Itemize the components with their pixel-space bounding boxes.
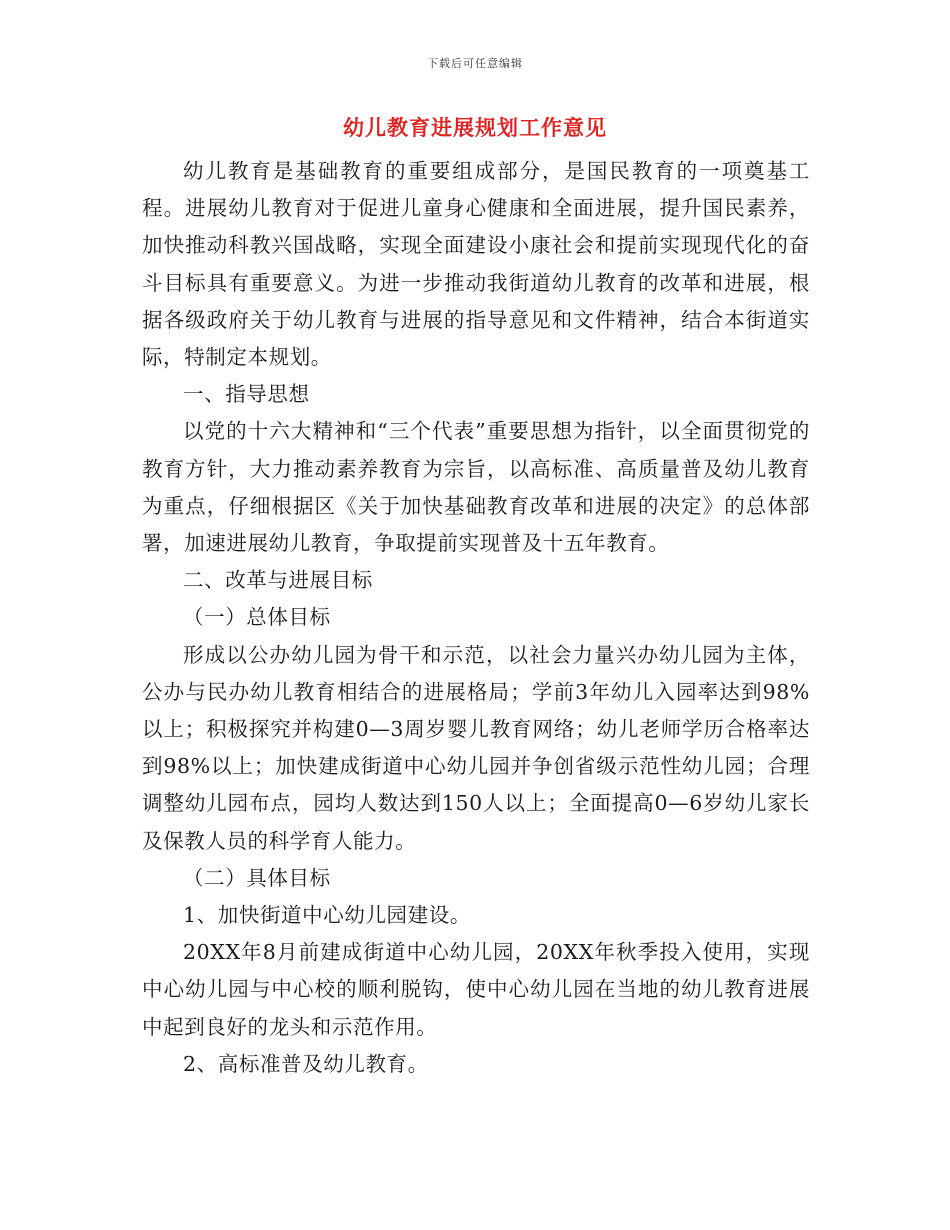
paragraph-guiding-ideology: 以党的十六大精神和“三个代表”重要思想为指针，以全面贯彻党的教育方针，大力推动素养教育为宗旨，以高标准、高质量普及幼儿教育为重点，仔细根据区《关于加快基础教育改革和进展的决定》的总体部署，加速进展幼儿教育，争取提前实现普及十五年教育。 <box>142 419 810 556</box>
paragraph-intro: 幼儿教育是基础教育的重要组成部分，是国民教育的一项奠基工程。进展幼儿教育对于促进儿童身心健康和全面进展，提升国民素养，加快推动科教兴国战略，实现全面建设小康社会和提前实现现代化的奋斗目标具有重要意义。为进一步推动我街道幼儿教育的改革和进展，根据各级政府关于幼儿教育与进展的指导意见和文件精神，结合本街道实际，特制定本规划。 <box>142 159 810 370</box>
paragraph-item-1: 20XX年8月前建成街道中心幼儿园，20XX年秋季投入使用，实现中心幼儿园与中心校的顺利脱钩，使中心幼儿园在当地的幼儿教育进展中起到良好的龙头和示范作用。 <box>142 940 810 1039</box>
section-heading-guiding-ideology: 一、指导思想 <box>183 382 310 407</box>
paragraph-overall-goals: 形成以公办幼儿园为骨干和示范，以社会力量兴办幼儿园为主体，公办与民办幼儿教育相结合的进展格局；学前3年幼儿入园率达到98%以上；积极探究并构建0—3周岁婴儿教育网络；幼儿老师学历合格率达到98%以上；加快建成街道中心幼儿园并争创省级示范性幼儿园；合理调整幼儿园布点，园均人数达到150人以上；全面提高0—6岁幼儿家长及保教人员的科学育人能力。 <box>142 642 810 853</box>
header-note: 下载后可任意编辑 <box>427 57 523 70</box>
subsection-heading-overall-goals: （一）总体目标 <box>183 605 331 630</box>
section-heading-reform-goals: 二、改革与进展目标 <box>183 568 373 593</box>
document-body <box>142 153 810 1083</box>
subsection-heading-specific-goals: （二）具体目标 <box>183 865 331 890</box>
document-title: 幼儿教育进展规划工作意见 <box>343 115 607 140</box>
item-heading-2: 2、高标准普及幼儿教育。 <box>183 1051 429 1076</box>
item-heading-1: 1、加快街道中心幼儿园建设。 <box>183 903 471 928</box>
